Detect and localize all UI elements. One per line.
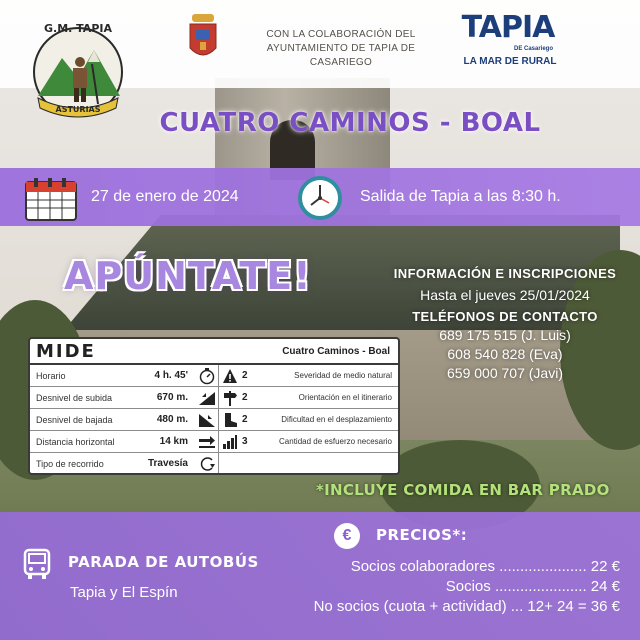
page-title: CUATRO CAMINOS - BOAL xyxy=(159,108,541,138)
route-type-icon xyxy=(198,455,216,473)
ascent-icon xyxy=(198,389,216,407)
contact-phone[interactable]: 608 540 828 (Eva) xyxy=(447,346,563,362)
tapia-logo-slogan: LA MAR DE RURAL xyxy=(463,56,557,67)
table-row xyxy=(30,453,398,475)
mide-row-score: 2 xyxy=(242,392,248,403)
departure-time: Salida de Tapia a las 8:30 h. xyxy=(360,188,561,205)
table-row xyxy=(30,365,398,387)
bus-stop-heading: PARADA DE AUTOBÚS xyxy=(68,553,259,571)
mide-row-description: Dificultad en el desplazamiento xyxy=(281,415,392,424)
contact-phone[interactable]: 659 000 707 (Javi) xyxy=(447,365,563,381)
mide-row-label: Distancia horizontal xyxy=(36,437,115,447)
distance-arrows-icon xyxy=(198,433,216,451)
calendar-icon xyxy=(24,176,78,222)
bus-icon xyxy=(22,548,52,580)
table-row xyxy=(30,431,398,453)
club-logo xyxy=(28,18,128,130)
price-line: No socios (cuota + actividad) ... 12+ 24 = 36 € xyxy=(313,598,620,615)
tapia-logo-word: TAPIA xyxy=(461,10,555,45)
stopwatch-icon xyxy=(198,367,216,385)
club-logo-text: G.M. TAPIA xyxy=(44,22,112,35)
municipal-crest-icon xyxy=(186,12,220,64)
effort-icon xyxy=(222,433,238,451)
mide-row-description: Cantidad de esfuerzo necesario xyxy=(279,437,392,446)
mide-row-label: Desnivel de bajada xyxy=(36,415,113,425)
prices-heading: PRECIOS*: xyxy=(376,526,468,544)
signup-deadline: Hasta el jueves 25/01/2024 xyxy=(420,287,590,303)
collaboration-text xyxy=(236,28,446,70)
mide-logo: MIDE xyxy=(36,341,96,362)
mide-row-value: Travesía xyxy=(147,458,188,469)
euro-icon: € xyxy=(334,523,360,549)
contact-phone[interactable]: 689 175 515 (J. Luis) xyxy=(439,327,571,343)
mide-row-score: 2 xyxy=(242,370,248,381)
mide-difficulty-table xyxy=(28,337,400,475)
mide-row-description: Severidad de medio natural xyxy=(294,371,392,380)
warning-icon xyxy=(222,367,238,385)
clock-icon xyxy=(298,176,342,220)
price-line: Socios ...................... 24 € xyxy=(445,578,620,595)
tapia-logo-sub: DE Casariego xyxy=(514,46,554,52)
bottom-band xyxy=(0,512,640,640)
contact-heading: TELÉFONOS DE CONTACTO xyxy=(412,309,598,324)
mide-row-label: Horario xyxy=(36,371,66,381)
mide-header xyxy=(30,339,398,365)
tapia-tourism-logo xyxy=(452,10,564,70)
mide-row-value: 4 h. 45' xyxy=(154,370,188,381)
collaboration-line2: AYUNTAMIENTO DE TAPIA DE CASARIEGO xyxy=(266,43,416,68)
club-logo-sub: ASTURIAS xyxy=(55,105,101,114)
info-panel xyxy=(380,266,630,381)
signpost-icon xyxy=(222,389,238,407)
descent-icon xyxy=(198,411,216,429)
event-date: 27 de enero de 2024 xyxy=(91,188,239,205)
mide-row-value: 670 m. xyxy=(156,392,188,403)
signup-heading: APÚNTATE! xyxy=(64,254,312,298)
mide-row-label: Desnivel de subida xyxy=(36,393,113,403)
table-row xyxy=(30,387,398,409)
mide-row-label: Tipo de recorrido xyxy=(36,459,104,469)
collaboration-line1: CON LA COLABORACIÓN DEL xyxy=(266,29,416,40)
mide-row-value: 14 km xyxy=(159,436,188,447)
mide-row-description: Orientación en el itinerario xyxy=(298,393,392,402)
table-row xyxy=(30,409,398,431)
mide-route-name: Cuatro Caminos - Boal xyxy=(282,346,390,357)
mide-row-score: 2 xyxy=(242,414,248,425)
meal-included-note: *INCLUYE COMIDA EN BAR PRADO xyxy=(316,481,610,499)
price-line: Socios colaboradores ..................... 22 € xyxy=(350,558,620,575)
boot-icon xyxy=(222,411,238,429)
info-heading: INFORMACIÓN E INSCRIPCIONES xyxy=(393,266,617,281)
bus-stops: Tapia y El Espín xyxy=(70,584,178,601)
mide-row-score: 3 xyxy=(242,436,248,447)
mide-row-value: 480 m. xyxy=(156,414,188,425)
